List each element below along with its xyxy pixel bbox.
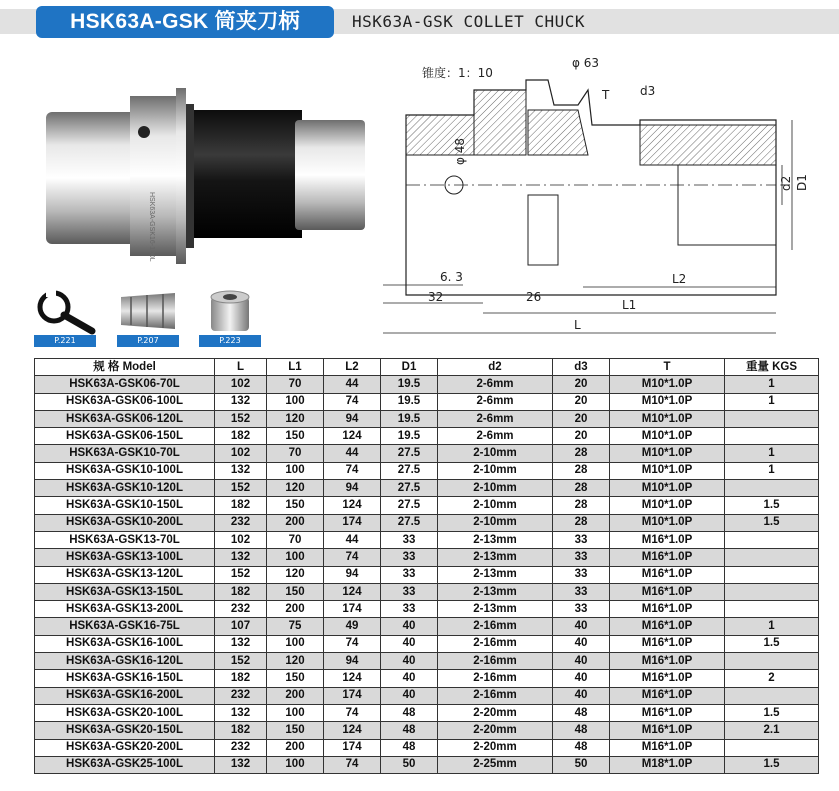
page-header xyxy=(0,0,839,40)
dim-32-label: 32 xyxy=(428,290,444,304)
cell-l2: 174 xyxy=(324,739,381,756)
cell-model: HSK63A-GSK25-100L xyxy=(35,756,215,773)
cell-d3: 50 xyxy=(553,756,610,773)
product-photo xyxy=(40,82,370,272)
cell-d1: 40 xyxy=(381,635,438,652)
cell-d2: 2-6mm xyxy=(438,410,553,427)
col-header-d3: d3 xyxy=(553,359,610,376)
cell-l: 132 xyxy=(215,462,267,479)
cell-d1: 33 xyxy=(381,531,438,548)
cell-l: 132 xyxy=(215,635,267,652)
page-subtitle: HSK63A-GSK COLLET CHUCK xyxy=(352,12,586,31)
cell-d3: 28 xyxy=(553,497,610,514)
cell-d3: 33 xyxy=(553,601,610,618)
dim-6-3-label: 6. 3 xyxy=(440,270,463,284)
taper-label: 锥度：1：10 xyxy=(422,66,493,80)
col-header-weight: 重量 KGS xyxy=(725,359,819,376)
cell-d1: 27.5 xyxy=(381,497,438,514)
cell-d2: 2-16mm xyxy=(438,670,553,687)
table-row xyxy=(35,428,819,445)
table-row xyxy=(35,722,819,739)
cell-l1: 150 xyxy=(267,497,324,514)
cell-d2: 2-10mm xyxy=(438,514,553,531)
cell-l: 132 xyxy=(215,393,267,410)
cell-l1: 100 xyxy=(267,393,324,410)
cell-d1: 27.5 xyxy=(381,514,438,531)
table-row xyxy=(35,462,819,479)
cell-model: HSK63A-GSK10-120L xyxy=(35,480,215,497)
technical-drawing xyxy=(378,55,818,345)
cell-l1: 100 xyxy=(267,756,324,773)
cell-l1: 120 xyxy=(267,410,324,427)
cell-t: M16*1.0P xyxy=(610,704,725,721)
cell-l2: 94 xyxy=(324,653,381,670)
cell-t: M10*1.0P xyxy=(610,410,725,427)
spec-table-body xyxy=(35,376,819,774)
table-row xyxy=(35,549,819,566)
cell-model: HSK63A-GSK13-120L xyxy=(35,566,215,583)
cell-d1: 27.5 xyxy=(381,462,438,479)
cell-d3: 48 xyxy=(553,704,610,721)
col-header-l1: L1 xyxy=(267,359,324,376)
cell-t: M16*1.0P xyxy=(610,722,725,739)
cell-l1: 100 xyxy=(267,549,324,566)
cell-weight: 1 xyxy=(725,393,819,410)
cell-d2: 2-10mm xyxy=(438,445,553,462)
cell-l1: 150 xyxy=(267,583,324,600)
cell-l1: 200 xyxy=(267,514,324,531)
table-row xyxy=(35,739,819,756)
spec-table xyxy=(34,358,819,774)
l-label: L xyxy=(574,318,581,332)
cell-model: HSK63A-GSK16-75L xyxy=(35,618,215,635)
cell-l2: 74 xyxy=(324,635,381,652)
cell-l: 102 xyxy=(215,531,267,548)
cell-l2: 44 xyxy=(324,445,381,462)
cell-weight xyxy=(725,687,819,704)
cell-l1: 150 xyxy=(267,670,324,687)
cell-l: 152 xyxy=(215,653,267,670)
cell-weight: 1.5 xyxy=(725,514,819,531)
cell-model: HSK63A-GSK20-150L xyxy=(35,722,215,739)
col-header-d1: D1 xyxy=(381,359,438,376)
cell-d3: 28 xyxy=(553,462,610,479)
cell-l: 102 xyxy=(215,445,267,462)
cell-model: HSK63A-GSK10-100L xyxy=(35,462,215,479)
cell-weight xyxy=(725,601,819,618)
cell-l: 232 xyxy=(215,687,267,704)
table-row xyxy=(35,704,819,721)
cell-model: HSK63A-GSK16-150L xyxy=(35,670,215,687)
cell-d3: 28 xyxy=(553,445,610,462)
cell-model: HSK63A-GSK13-200L xyxy=(35,601,215,618)
cell-l2: 124 xyxy=(324,583,381,600)
cell-weight: 1.5 xyxy=(725,497,819,514)
cell-model: HSK63A-GSK20-200L xyxy=(35,739,215,756)
cell-model: HSK63A-GSK06-150L xyxy=(35,428,215,445)
cell-l2: 174 xyxy=(324,601,381,618)
cell-model: HSK63A-GSK06-120L xyxy=(35,410,215,427)
cell-l: 132 xyxy=(215,549,267,566)
cell-d2: 2-13mm xyxy=(438,583,553,600)
cell-t: M10*1.0P xyxy=(610,445,725,462)
cell-d2: 2-20mm xyxy=(438,704,553,721)
cell-l: 182 xyxy=(215,428,267,445)
cell-l2: 74 xyxy=(324,549,381,566)
cell-t: M16*1.0P xyxy=(610,687,725,704)
cell-d2: 2-25mm xyxy=(438,756,553,773)
cell-l1: 75 xyxy=(267,618,324,635)
cell-d3: 20 xyxy=(553,428,610,445)
cell-t: M16*1.0P xyxy=(610,566,725,583)
cell-d1: 50 xyxy=(381,756,438,773)
table-row xyxy=(35,376,819,393)
cell-l: 152 xyxy=(215,410,267,427)
table-header-row xyxy=(35,359,819,376)
cell-d3: 20 xyxy=(553,393,610,410)
cell-l1: 120 xyxy=(267,653,324,670)
cell-d3: 28 xyxy=(553,514,610,531)
cell-d1: 48 xyxy=(381,722,438,739)
cell-l: 232 xyxy=(215,739,267,756)
cell-t: M10*1.0P xyxy=(610,462,725,479)
cell-weight xyxy=(725,739,819,756)
cell-l2: 44 xyxy=(324,376,381,393)
cell-l2: 174 xyxy=(324,514,381,531)
cell-d2: 2-16mm xyxy=(438,635,553,652)
cell-t: M18*1.0P xyxy=(610,756,725,773)
l2-label: L2 xyxy=(672,272,687,286)
cell-l1: 200 xyxy=(267,739,324,756)
cell-l: 152 xyxy=(215,480,267,497)
col-header-l2: L2 xyxy=(324,359,381,376)
table-row xyxy=(35,635,819,652)
cell-l2: 94 xyxy=(324,410,381,427)
cell-weight: 1 xyxy=(725,376,819,393)
cell-weight: 2 xyxy=(725,670,819,687)
table-row xyxy=(35,670,819,687)
cell-weight xyxy=(725,566,819,583)
table-row xyxy=(35,480,819,497)
cell-l1: 150 xyxy=(267,722,324,739)
accessory-page-label: P.223 xyxy=(199,335,261,347)
cell-d2: 2-13mm xyxy=(438,531,553,548)
cell-l1: 120 xyxy=(267,480,324,497)
phi48-label: φ 48 xyxy=(453,138,467,165)
cell-d3: 48 xyxy=(553,739,610,756)
table-row xyxy=(35,497,819,514)
cell-weight: 1 xyxy=(725,445,819,462)
cell-d2: 2-6mm xyxy=(438,393,553,410)
cell-d1: 27.5 xyxy=(381,480,438,497)
cell-weight: 1.5 xyxy=(725,635,819,652)
cell-l2: 44 xyxy=(324,531,381,548)
cell-d2: 2-16mm xyxy=(438,618,553,635)
cell-d1: 19.5 xyxy=(381,393,438,410)
cell-d2: 2-10mm xyxy=(438,480,553,497)
accessory-collet xyxy=(117,287,179,347)
cell-d2: 2-20mm xyxy=(438,739,553,756)
cell-d1: 33 xyxy=(381,549,438,566)
l1-label: L1 xyxy=(622,298,637,312)
cell-d3: 20 xyxy=(553,376,610,393)
cell-l: 132 xyxy=(215,704,267,721)
table-row xyxy=(35,687,819,704)
cell-d1: 19.5 xyxy=(381,376,438,393)
cell-model: HSK63A-GSK16-200L xyxy=(35,687,215,704)
cell-d1: 33 xyxy=(381,583,438,600)
table-row xyxy=(35,410,819,427)
cell-weight: 1.5 xyxy=(725,756,819,773)
cell-l1: 200 xyxy=(267,601,324,618)
cell-model: HSK63A-GSK13-70L xyxy=(35,531,215,548)
cell-t: M16*1.0P xyxy=(610,583,725,600)
cell-d3: 33 xyxy=(553,583,610,600)
cell-d3: 40 xyxy=(553,635,610,652)
cell-d2: 2-13mm xyxy=(438,549,553,566)
cell-d1: 33 xyxy=(381,601,438,618)
cell-weight: 2.1 xyxy=(725,722,819,739)
cell-l: 102 xyxy=(215,376,267,393)
cell-model: HSK63A-GSK20-100L xyxy=(35,704,215,721)
cell-model: HSK63A-GSK13-100L xyxy=(35,549,215,566)
cell-t: M16*1.0P xyxy=(610,618,725,635)
cell-t: M16*1.0P xyxy=(610,531,725,548)
table-row xyxy=(35,601,819,618)
cell-l2: 174 xyxy=(324,687,381,704)
cell-model: HSK63A-GSK06-100L xyxy=(35,393,215,410)
cell-l2: 124 xyxy=(324,722,381,739)
table-row xyxy=(35,566,819,583)
cell-d3: 40 xyxy=(553,687,610,704)
cell-d1: 40 xyxy=(381,670,438,687)
d2-label: d2 xyxy=(779,175,793,191)
wrench-icon xyxy=(34,287,96,335)
cell-d2: 2-13mm xyxy=(438,566,553,583)
cell-l2: 49 xyxy=(324,618,381,635)
cell-l: 182 xyxy=(215,497,267,514)
cell-l2: 74 xyxy=(324,462,381,479)
table-row xyxy=(35,445,819,462)
accessory-wrench xyxy=(34,287,96,347)
cell-d1: 40 xyxy=(381,618,438,635)
dim-26-label: 26 xyxy=(526,290,542,304)
cell-d1: 48 xyxy=(381,739,438,756)
cell-l: 232 xyxy=(215,601,267,618)
cell-d1: 33 xyxy=(381,566,438,583)
col-header-d2: d2 xyxy=(438,359,553,376)
cell-d2: 2-6mm xyxy=(438,428,553,445)
table-row xyxy=(35,756,819,773)
cell-t: M16*1.0P xyxy=(610,670,725,687)
d3-label: d3 xyxy=(640,84,656,98)
cell-t: M10*1.0P xyxy=(610,497,725,514)
cell-weight xyxy=(725,653,819,670)
cell-weight xyxy=(725,583,819,600)
cell-d1: 19.5 xyxy=(381,428,438,445)
cell-l: 152 xyxy=(215,566,267,583)
cell-t: M16*1.0P xyxy=(610,635,725,652)
cell-l: 182 xyxy=(215,722,267,739)
cell-l1: 100 xyxy=(267,635,324,652)
collet-icon xyxy=(117,287,179,335)
cell-l: 132 xyxy=(215,756,267,773)
cell-d1: 19.5 xyxy=(381,410,438,427)
table-row xyxy=(35,653,819,670)
cell-t: M10*1.0P xyxy=(610,393,725,410)
cell-d3: 33 xyxy=(553,531,610,548)
cell-t: M16*1.0P xyxy=(610,653,725,670)
svg-text:HSK63A-GSK16-100L: HSK63A-GSK16-100L xyxy=(148,192,155,262)
cell-d2: 2-10mm xyxy=(438,497,553,514)
col-header-l: L xyxy=(215,359,267,376)
cell-l1: 70 xyxy=(267,376,324,393)
phi63-label: φ 63 xyxy=(572,56,599,70)
table-row xyxy=(35,618,819,635)
cell-model: HSK63A-GSK13-150L xyxy=(35,583,215,600)
cell-t: M16*1.0P xyxy=(610,739,725,756)
cell-model: HSK63A-GSK10-150L xyxy=(35,497,215,514)
nut-icon xyxy=(199,287,261,335)
cell-weight xyxy=(725,480,819,497)
cell-l: 182 xyxy=(215,670,267,687)
col-header-t: T xyxy=(610,359,725,376)
cell-model: HSK63A-GSK06-70L xyxy=(35,376,215,393)
cell-t: M10*1.0P xyxy=(610,514,725,531)
cell-d1: 27.5 xyxy=(381,445,438,462)
table-row xyxy=(35,531,819,548)
cell-t: M10*1.0P xyxy=(610,480,725,497)
cell-d1: 48 xyxy=(381,704,438,721)
table-row xyxy=(35,393,819,410)
cell-d1: 40 xyxy=(381,653,438,670)
cell-l2: 124 xyxy=(324,497,381,514)
cell-l: 232 xyxy=(215,514,267,531)
cell-l: 107 xyxy=(215,618,267,635)
page-title: HSK63A-GSK 筒夹刀柄 xyxy=(36,6,334,38)
cell-l1: 150 xyxy=(267,428,324,445)
cell-model: HSK63A-GSK16-100L xyxy=(35,635,215,652)
cell-model: HSK63A-GSK10-200L xyxy=(35,514,215,531)
table-row xyxy=(35,514,819,531)
cell-d3: 40 xyxy=(553,670,610,687)
cell-l1: 70 xyxy=(267,531,324,548)
cell-t: M10*1.0P xyxy=(610,428,725,445)
cell-l2: 74 xyxy=(324,704,381,721)
cell-t: M16*1.0P xyxy=(610,601,725,618)
cell-d3: 33 xyxy=(553,566,610,583)
col-header-model: 规 格 Model xyxy=(35,359,215,376)
cell-weight xyxy=(725,428,819,445)
cell-l1: 100 xyxy=(267,462,324,479)
cell-l2: 74 xyxy=(324,393,381,410)
accessory-nut xyxy=(199,287,261,347)
cell-d2: 2-20mm xyxy=(438,722,553,739)
cell-d3: 40 xyxy=(553,653,610,670)
cell-weight: 1 xyxy=(725,462,819,479)
cell-weight xyxy=(725,531,819,548)
cell-l2: 124 xyxy=(324,428,381,445)
cell-model: HSK63A-GSK10-70L xyxy=(35,445,215,462)
cell-d3: 33 xyxy=(553,549,610,566)
cell-weight: 1.5 xyxy=(725,704,819,721)
cell-d3: 20 xyxy=(553,410,610,427)
cell-d3: 48 xyxy=(553,722,610,739)
cell-weight xyxy=(725,410,819,427)
cell-l2: 94 xyxy=(324,480,381,497)
cell-l1: 200 xyxy=(267,687,324,704)
table-row xyxy=(35,583,819,600)
cell-d1: 40 xyxy=(381,687,438,704)
cell-d2: 2-10mm xyxy=(438,462,553,479)
cell-l1: 120 xyxy=(267,566,324,583)
cell-d2: 2-6mm xyxy=(438,376,553,393)
cell-d3: 40 xyxy=(553,618,610,635)
cell-model: HSK63A-GSK16-120L xyxy=(35,653,215,670)
cell-t: M10*1.0P xyxy=(610,376,725,393)
cell-d2: 2-13mm xyxy=(438,601,553,618)
cell-l2: 94 xyxy=(324,566,381,583)
cell-l: 182 xyxy=(215,583,267,600)
cell-d3: 28 xyxy=(553,480,610,497)
cell-t: M16*1.0P xyxy=(610,549,725,566)
accessory-page-label: P.221 xyxy=(34,335,96,347)
cell-d2: 2-16mm xyxy=(438,687,553,704)
cell-l1: 70 xyxy=(267,445,324,462)
t-label: T xyxy=(602,88,610,102)
cell-l2: 124 xyxy=(324,670,381,687)
cell-weight: 1 xyxy=(725,618,819,635)
d1-label: D1 xyxy=(795,174,809,191)
cell-l1: 100 xyxy=(267,704,324,721)
cell-l2: 74 xyxy=(324,756,381,773)
cell-weight xyxy=(725,549,819,566)
accessory-page-label: P.207 xyxy=(117,335,179,347)
cell-d2: 2-16mm xyxy=(438,653,553,670)
